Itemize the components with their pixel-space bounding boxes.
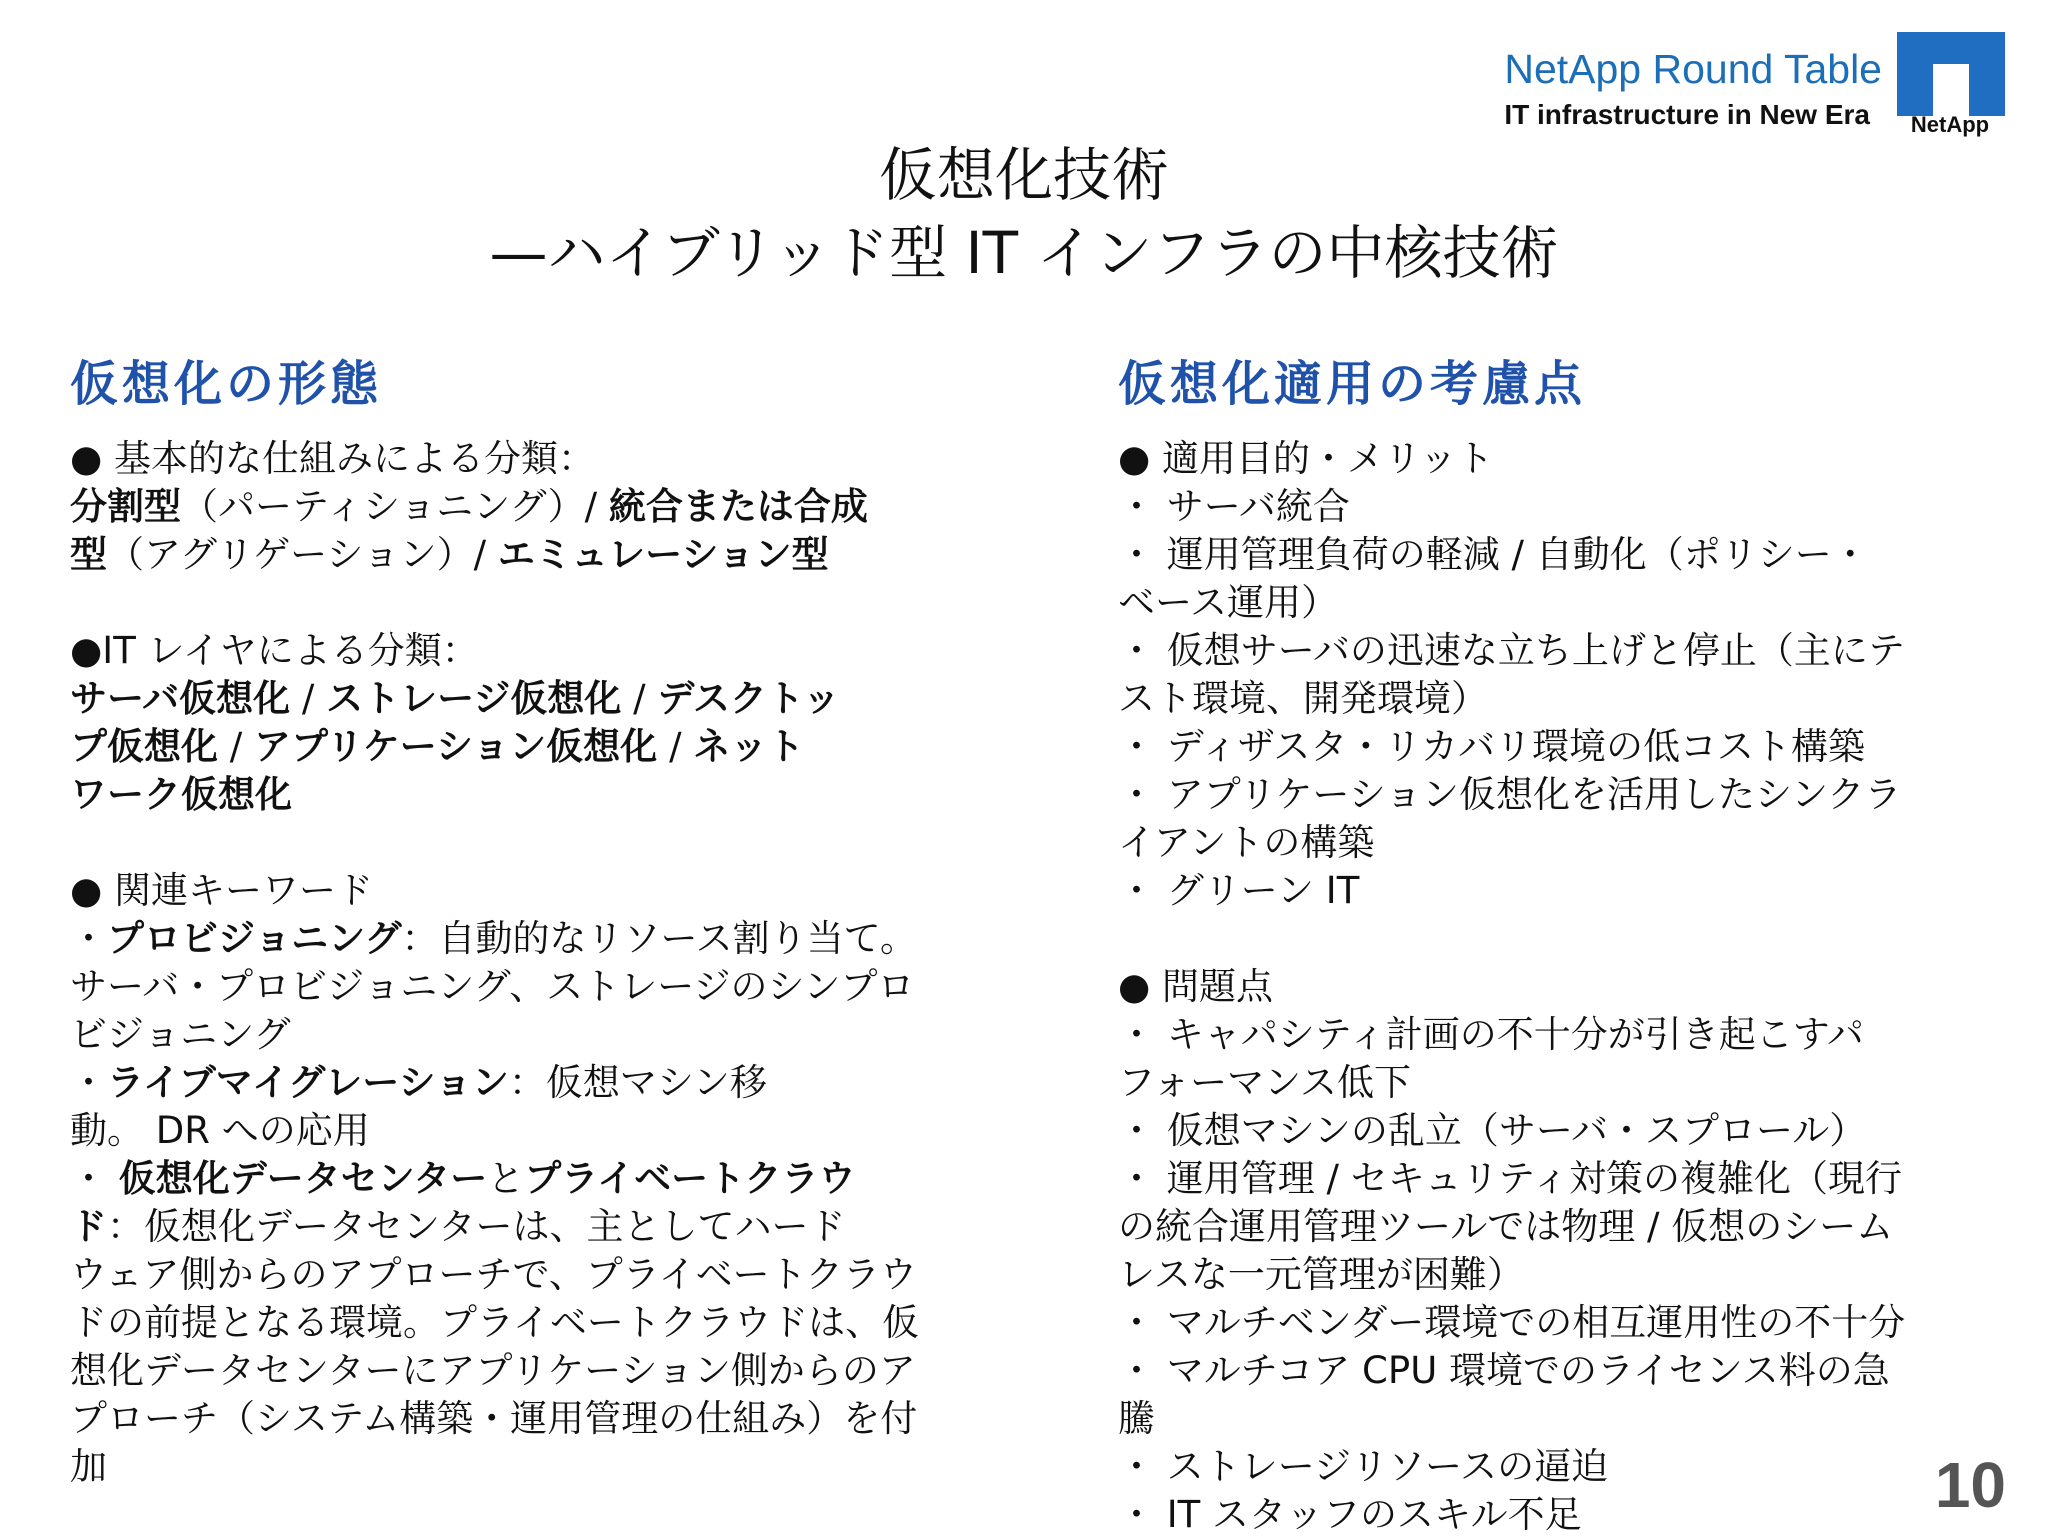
text-segment: ・ 仮想サーバの迅速な立ち上げと停止（主にテ: [1118, 629, 1905, 672]
right-column-body: [1118, 435, 1978, 1536]
text-segment: /: [218, 725, 254, 768]
bold-term: 型: [70, 533, 107, 576]
text-segment: ・ アプリケーション仮想化を活用したシンクラ: [1118, 773, 1902, 816]
text-segment: サーバ・プロビジョニング、ストレージのシンプロ: [70, 965, 915, 1008]
text-segment: 想化データセンターにアプリケーション側からのア: [70, 1349, 916, 1392]
text-line: [1118, 1347, 1978, 1395]
text-segment: と: [487, 1157, 525, 1200]
text-segment: 騰: [1118, 1397, 1155, 1440]
text-line: [70, 1011, 1010, 1059]
text-segment: ベース運用）: [1118, 581, 1339, 624]
text-line: [70, 1059, 1010, 1107]
blank-line: [70, 579, 1010, 627]
logo-text: NetApp: [1910, 112, 1990, 137]
text-line: [70, 1155, 1010, 1203]
text-segment: ビジョニング: [70, 1013, 291, 1056]
text-line: [1118, 819, 1978, 867]
text-segment: ・ 仮想マシンの乱立（サーバ・スプロール）: [1118, 1109, 1867, 1152]
text-segment: ・ キャパシティ計画の不十分が引き起こすパ: [1118, 1013, 1864, 1056]
bold-term: デスクトッ: [657, 677, 840, 720]
text-segment: ● 問題点: [1118, 965, 1274, 1008]
text-line: [1118, 771, 1978, 819]
text-line: [1118, 1395, 1978, 1443]
text-segment: 動。 DR への応用: [70, 1109, 370, 1152]
right-column: [1118, 345, 1978, 1536]
text-line: [1118, 1251, 1978, 1299]
text-line: [1118, 1155, 1978, 1203]
text-segment: ・ ディザスタ・リカバリ環境の低コスト構築: [1118, 725, 1865, 768]
text-line: [70, 1443, 1010, 1491]
bold-term: サーバ仮想化: [70, 677, 291, 720]
text-line: [1118, 435, 1978, 483]
left-column-body: [70, 435, 1010, 1491]
text-segment: プローチ（システム構築・運用管理の仕組み）を付: [70, 1397, 918, 1440]
right-column-heading: 仮想化適用の考慮点: [1118, 356, 1587, 412]
bold-term: ド: [70, 1205, 107, 1248]
text-line: [1118, 675, 1978, 723]
page-title-line-2: —ハイブリッド型 IT インフラの中核技術: [489, 219, 1559, 287]
bold-term: 仮想化データセンター: [118, 1157, 488, 1200]
netapp-logo-icon: [1897, 32, 2005, 116]
text-line: [70, 771, 1010, 819]
text-segment: レスな一元管理が困難）: [1118, 1253, 1524, 1296]
text-line: [1118, 963, 1978, 1011]
brand-header: [1504, 48, 1882, 131]
text-line: [70, 1395, 1010, 1443]
bold-term: ネット: [693, 725, 805, 768]
text-line: [70, 675, 1010, 723]
text-segment: （アグリゲーション）/: [107, 533, 498, 576]
text-line: [1118, 1203, 1978, 1251]
text-line: [1118, 1491, 1978, 1536]
text-segment: ・: [70, 917, 107, 960]
text-line: [1118, 579, 1978, 627]
left-column: [70, 345, 1010, 1491]
netapp-logo: [1885, 26, 2015, 144]
text-line: [70, 723, 1010, 771]
bold-term: プ仮想化: [70, 725, 218, 768]
text-line: [1118, 723, 1978, 771]
text-line: [70, 531, 1010, 579]
text-line: [70, 963, 1010, 1011]
text-line: [1118, 1011, 1978, 1059]
bold-term: ワーク仮想化: [70, 773, 292, 816]
text-segment: ・ グリーン IT: [1118, 869, 1360, 912]
text-segment: ・ ストレージリソースの逼迫: [1118, 1445, 1609, 1488]
text-line: [70, 483, 1010, 531]
text-segment: ● 適用目的・メリット: [1118, 437, 1494, 480]
text-segment: ● 基本的な仕組みによる分類：: [70, 437, 596, 480]
text-line: [70, 1203, 1010, 1251]
text-segment: ：自動的なリソース割り当て。: [401, 917, 917, 960]
bold-term: プライベートクラウ: [524, 1157, 856, 1200]
text-line: [1118, 531, 1978, 579]
text-segment: 加: [70, 1445, 107, 1488]
bold-term: アプリケーション仮想化: [254, 725, 658, 768]
text-segment: ・ マルチコア CPU 環境でのライセンス料の急: [1118, 1349, 1890, 1392]
text-line: [70, 867, 1010, 915]
bold-term: 分割型: [70, 485, 181, 528]
bold-term: プロビジョニング: [107, 917, 402, 960]
text-segment: ・ マルチベンダー環境での相互運用性の不十分: [1118, 1301, 1906, 1344]
text-segment: スト環境、開発環境）: [1118, 677, 1488, 720]
page-number: 10: [1934, 1449, 2006, 1521]
blank-line: [1118, 915, 1978, 963]
text-segment: ・ 運用管理負荷の軽減 / 自動化（ポリシー・: [1118, 533, 1869, 576]
text-line: [70, 1299, 1010, 1347]
text-line: [1118, 867, 1978, 915]
text-line: [1118, 1299, 1978, 1347]
text-segment: ドの前提となる環境。プライベートクラウドは、仮: [70, 1301, 920, 1344]
bold-term: ライブマイグレーション: [107, 1061, 509, 1104]
text-line: [70, 1107, 1010, 1155]
text-line: [1118, 627, 1978, 675]
blank-line: [70, 819, 1010, 867]
brand-subtitle: IT infrastructure in New Era: [1504, 99, 1870, 131]
text-segment: の統合運用管理ツールでは物理 / 仮想のシーム: [1118, 1205, 1894, 1248]
text-segment: ・: [70, 1157, 119, 1200]
text-segment: フォーマンス低下: [1118, 1061, 1412, 1104]
left-column-heading: 仮想化の形態: [70, 356, 383, 412]
text-segment: ・ サーバ統合: [1118, 485, 1350, 528]
text-segment: ●IT レイヤによる分類：: [70, 629, 479, 672]
text-segment: ：仮想マシン移: [508, 1061, 767, 1104]
text-segment: /: [621, 677, 658, 720]
text-segment: ウェア側からのアプローチで、プライベートクラウ: [70, 1253, 917, 1296]
text-segment: /: [657, 725, 694, 768]
text-segment: ：仮想化データセンターは、主としてハード: [107, 1205, 846, 1248]
text-segment: /: [290, 677, 327, 720]
text-line: [70, 1251, 1010, 1299]
page-title: [0, 136, 2048, 292]
page-title-line-1: 仮想化技術: [878, 141, 1169, 209]
bold-term: エミュレーション型: [497, 533, 829, 576]
text-segment: （パーティショニング）/: [181, 485, 609, 528]
text-line: [1118, 483, 1978, 531]
text-line: [70, 1347, 1010, 1395]
brand-title: NetApp Round Table: [1504, 46, 1882, 92]
text-line: [1118, 1059, 1978, 1107]
text-line: [70, 627, 1010, 675]
text-segment: ・ 運用管理 / セキュリティ対策の複雑化（現行: [1118, 1157, 1903, 1200]
text-segment: ● 関連キーワード: [70, 869, 374, 912]
bold-term: ストレージ仮想化: [326, 677, 622, 720]
text-segment: ・ IT スタッフのスキル不足: [1118, 1493, 1582, 1536]
text-line: [70, 915, 1010, 963]
text-segment: イアントの構築: [1118, 821, 1375, 864]
text-line: [70, 435, 1010, 483]
text-line: [1118, 1443, 1978, 1491]
text-line: [1118, 1107, 1978, 1155]
text-segment: ・: [70, 1061, 107, 1104]
bold-term: 統合または合成: [608, 485, 868, 528]
